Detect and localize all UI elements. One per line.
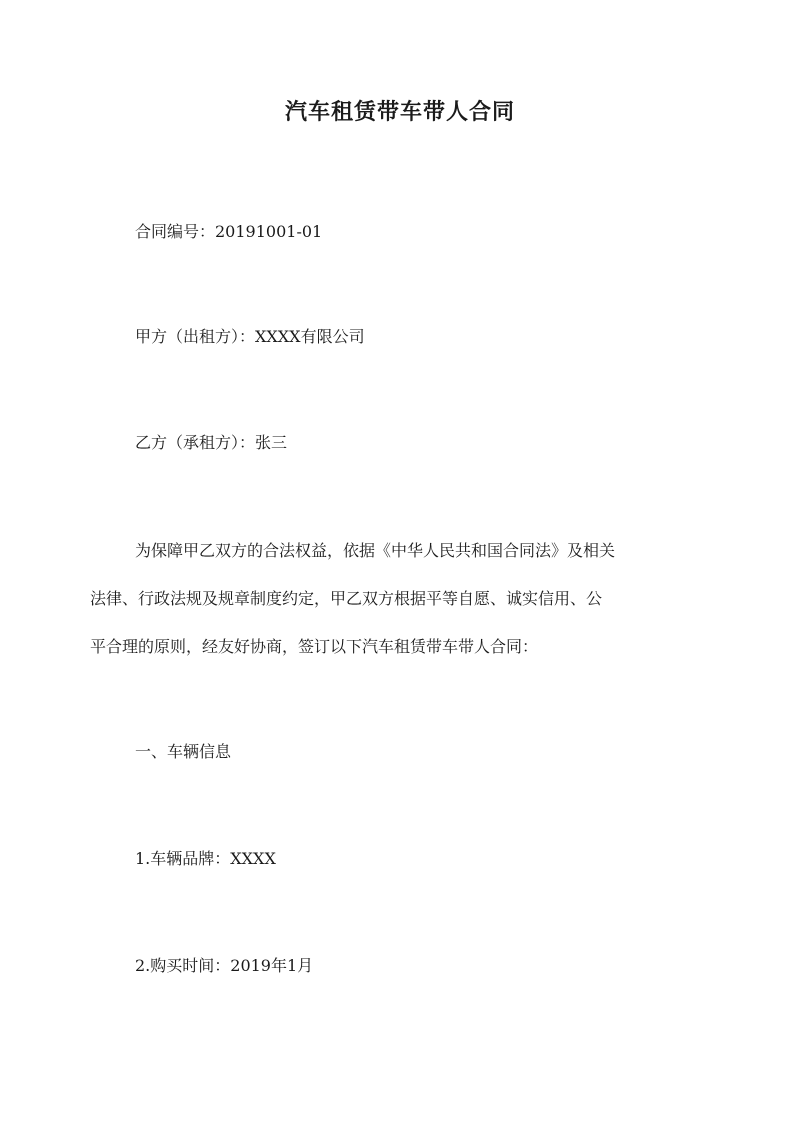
preamble-line-1: 为保障甲乙双方的合法权益，依据《中华人民共和国合同法》及相关: [135, 541, 616, 560]
preamble-line-2: 法律、行政法规及规章制度约定，甲乙双方根据平等自愿、诚实信用、公: [90, 589, 603, 608]
contract-number: 合同编号：20191001-01: [135, 222, 323, 241]
preamble-line-3: 平合理的原则，经友好协商，签订以下汽车租赁带车带人合同：: [90, 637, 539, 656]
party-b: 乙方（承租方）：张三: [135, 433, 288, 452]
document-title: 汽车租赁带车带人合同: [284, 99, 515, 125]
preamble-paragraph: [90, 527, 710, 671]
section-heading-vehicle-info: 一、车辆信息: [135, 742, 232, 761]
vehicle-brand: 1.车辆品牌：XXXX: [135, 849, 276, 868]
party-a: 甲方（出租方）：XXXX有限公司: [135, 327, 365, 346]
purchase-date: 2.购买时间：2019年1月: [135, 956, 314, 975]
